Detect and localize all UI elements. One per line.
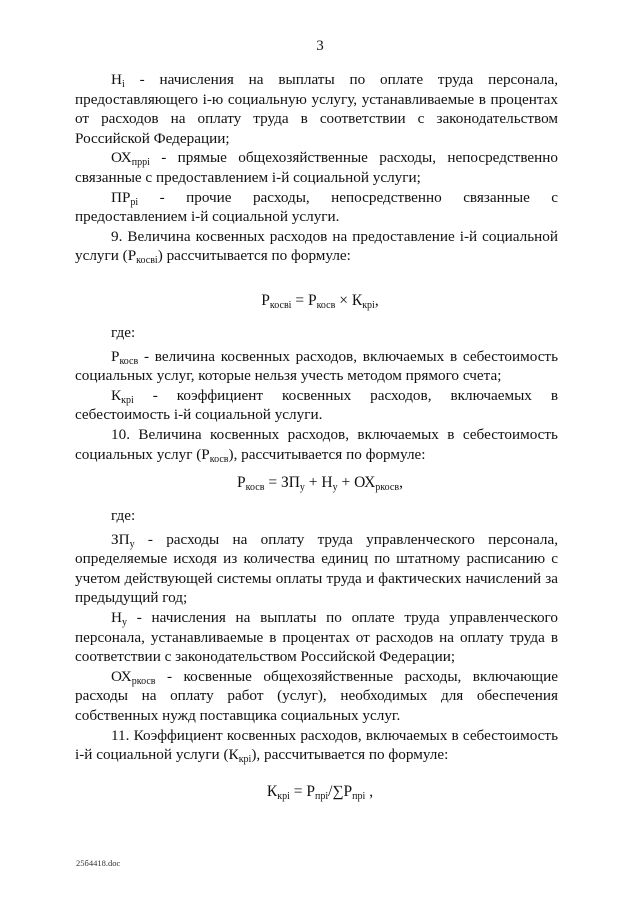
formula-3: $К_{крi} = Р_{прi}/\sum Р_{прi}$ , [266, 783, 374, 802]
text-block-2 [75, 323, 558, 464]
def-pr: $ПР_{pi}$ - прочие расходы, непосредственно связанные с предоставлением i-й социальной услуги. [75, 188, 558, 226]
formula-2: $Р_{косв} = ЗП_у + Н_у + ОХ_{ркосв}$, [237, 474, 403, 493]
where-label-1: где: [111, 324, 136, 341]
para-10: 10. Величина косвенных расходов, включаемых в себестоимость социальных услуг $(Р_{косв})$, рассчитывается по формуле: [75, 425, 558, 465]
def-hu: $Н_у$ - начисления на выплаты по оплате труда управленческого персонала, устанавливаемые в процентах от расходов на оплату труда в соответствии с законодательством Российской Федерации; [75, 608, 558, 666]
def-oh-pr: $ОХ_{прpi}$ - прямые общехозяйственные расходы, непосредственно связанные с предоставлением i-й социальной услуги; [75, 149, 558, 186]
def-rkosv: $Р_{косв}$ - величина косвенных расходов, включаемых в себестоимость социальных услуг, которые нельзя учесть методом прямого счета; [75, 347, 558, 385]
text-block-3 [75, 506, 558, 765]
def-hi: $Н_i$ - начисления на выплаты по оплате труда персонала, предоставляющего i-ю социальную услугу, устанавливаемые в процентах от расходов на оплату труда в соответствии с законодательством Российской Федерации; [75, 71, 558, 147]
footer-filename: 25б4418.doc [76, 858, 121, 868]
text-block-1 [75, 70, 558, 266]
def-kkr: $К_{крi}$ - коэффициент косвенных расходов, включаемых в себестоимость i-й социальной услуги. [75, 386, 558, 424]
formula-1: $Р_{косвi} = Р_{косв} \times К_{крi}$, [261, 292, 379, 311]
page-number: 3 [316, 38, 324, 54]
def-zpu: $ЗП_у$ - расходы на оплату труда управленческого персонала, определяемые исходя из количества единиц по штатному расписанию с учетом действующей системы оплаты труда и фактических начислений за предыдущий год; [75, 530, 558, 607]
where-label-2: где: [111, 507, 136, 524]
para-11: 11. Коэффициент косвенных расходов, включаемых в себестоимость i-й социальной услуги $(К_{крi})$, рассчитывается по формуле: [75, 726, 558, 766]
para-9: 9. Величина косвенных расходов на предоставление i-й социальной услуги $(Р_{косвi})$ рассчитывается по формуле: [75, 227, 558, 267]
def-oh-rkosv: $ОХ_{ркосв}$ - косвенные общехозяйственные расходы, включающие расходы на оплату работ (услуг), необходимых для обеспечения собственных нужд поставщика социальных услуг. [75, 667, 558, 724]
